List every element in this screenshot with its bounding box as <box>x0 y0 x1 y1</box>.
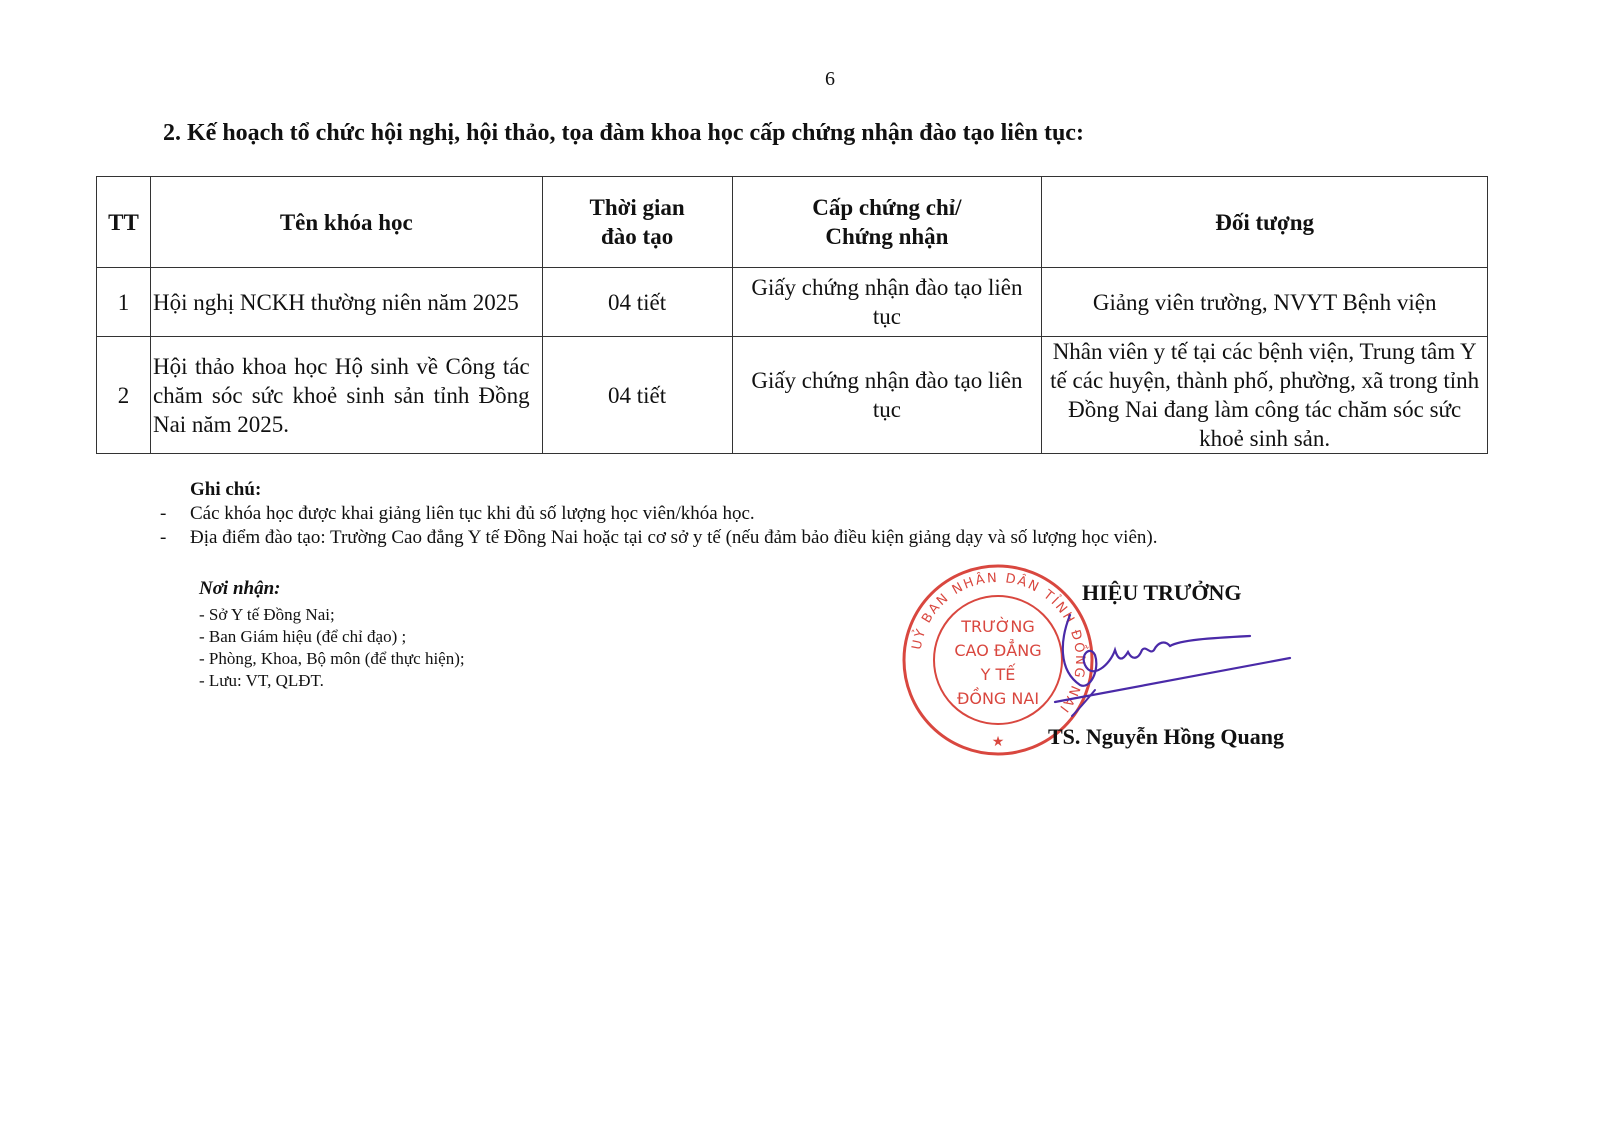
recipients-section <box>199 578 465 692</box>
page-number: 6 <box>825 68 835 90</box>
notes-title: Ghi chú: <box>190 479 262 500</box>
seal-line1: TRƯỜNG <box>961 617 1035 636</box>
cell-course-name: Hội nghị NCKH thường niên năm 2025 <box>150 268 542 337</box>
seal-ring-textpath: UỶ BAN NHÂN DÂN TỈNH ĐỒNG NAI <box>909 570 1088 717</box>
header-certificate-line1: Cấp chứng chỉ/ <box>812 195 962 220</box>
note-item <box>160 502 1157 526</box>
cell-audience: Giảng viên trường, NVYT Bệnh viện <box>1042 268 1488 337</box>
signature-stroke <box>1063 615 1250 686</box>
header-duration-line1: Thời gian <box>589 195 685 220</box>
header-certificate-line2: Chứng nhận <box>825 224 949 249</box>
signer-title: HIỆU TRƯỞNG <box>1082 580 1242 605</box>
note-text: Các khóa học được khai giảng liên tục khi đủ số lượng học viên/khóa học. <box>190 503 755 524</box>
header-duration <box>542 177 732 268</box>
seal-line2: CAO ĐẲNG <box>954 641 1042 660</box>
signature-tail <box>1072 690 1095 716</box>
signer-name: TS. Nguyễn Hồng Quang <box>1048 724 1284 749</box>
note-bullet: - <box>160 503 167 524</box>
table-row <box>97 337 1488 454</box>
cell-duration: 04 tiết <box>542 337 732 454</box>
note-text: Địa điểm đào tạo: Trường Cao đẳng Y tế Đồng Nai hoặc tại cơ sở y tế (nếu đảm bảo điều kiện giảng dạy và số lượng học viên). <box>190 527 1158 548</box>
table-header-row <box>97 177 1488 268</box>
signature-underline <box>1055 658 1290 702</box>
seal-star-icon: ★ <box>991 734 1005 750</box>
notes-section <box>160 478 1157 550</box>
recipient-item: - Phòng, Khoa, Bộ môn (để thực hiện); <box>199 649 465 668</box>
table-row <box>97 268 1488 337</box>
recipient-item: - Lưu: VT, QLĐT. <box>199 671 324 690</box>
cell-certificate: Giấy chứng nhận đào tạo liên tục <box>732 268 1042 337</box>
recipient-item: - Sở Y tế Đồng Nai; <box>199 605 335 624</box>
cell-duration: 04 tiết <box>542 268 732 337</box>
cell-tt: 2 <box>97 337 151 454</box>
training-plan-table <box>96 176 1488 454</box>
cell-course-name: Hội thảo khoa học Hộ sinh về Công tác chăm sóc sức khoẻ sinh sản tỉnh Đồng Nai năm 2025. <box>150 337 542 454</box>
note-bullet: - <box>160 527 167 548</box>
seal-line4: ĐỒNG NAI <box>956 689 1040 708</box>
recipient-item: - Ban Giám hiệu (để chỉ đạo) ; <box>199 627 407 646</box>
cell-certificate: Giấy chứng nhận đào tạo liên tục <box>732 337 1042 454</box>
header-course-name: Tên khóa học <box>150 177 542 268</box>
handwritten-signature <box>1050 610 1300 720</box>
section-heading: 2. Kế hoạch tổ chức hội nghị, hội thảo, tọa đàm khoa học cấp chứng nhận đào tạo liên tục: <box>163 120 1084 146</box>
header-tt: TT <box>97 177 151 268</box>
seal-line3: Y TẾ <box>980 665 1016 684</box>
header-certificate <box>732 177 1042 268</box>
recipients-title: Nơi nhận: <box>199 578 281 599</box>
cell-audience: Nhân viên y tế tại các bệnh viện, Trung tâm Y tế các huyện, thành phố, phường, xã trong tỉnh Đồng Nai đang làm công tác chăm sóc sức khoẻ sinh sản. <box>1042 337 1488 454</box>
note-item <box>160 526 1157 550</box>
header-audience: Đối tượng <box>1042 177 1488 268</box>
header-duration-line2: đào tạo <box>601 224 674 249</box>
cell-tt: 1 <box>97 268 151 337</box>
